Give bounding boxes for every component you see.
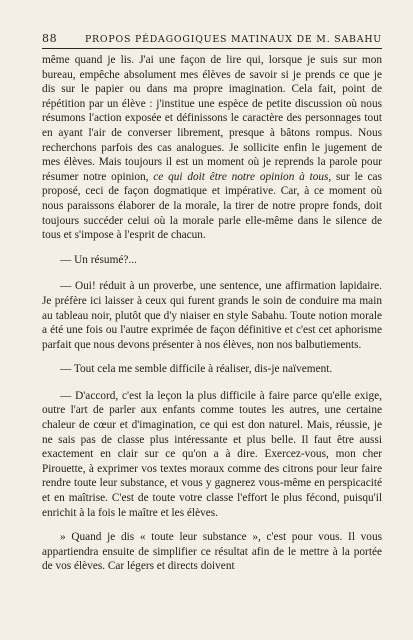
paragraph-6: » Quand je dis « toute leur substance », c'est pour vous. Il vous appartiendra ensuite de simplifier ce résultat afin de le mettre à la portée de vos élèves. Car légers et directs doivent	[42, 531, 382, 573]
paragraph-1-text-b: , sur le cas proposé, ceci de façon dogmatique et impérative. Car, à ce moment où nous paraissons élaborer de la morale, la tirer de notre propre fonds, doit toujours succéder celui où la morale parle elle-même dans le silence de tous et s'impose à l'esprit de chacun.	[42, 170, 382, 242]
page-body	[42, 53, 382, 584]
paragraph-3: — Oui! réduit à un proverbe, une sentence, une affirmation lapidaire. Je préfère ici laisser à ceux qui furent grands le soin de conduire ma main au tableau noir, plutôt que d'y niaiser en style Sabahu. Toute notion morale a été une fois ou l'autre exprimée de façon définitive et c'est cet aphorisme parfait que nous devons présenter à nos élèves, non nos balbutiements.	[42, 280, 382, 351]
header-rule	[42, 48, 382, 49]
page-number: 88	[42, 32, 58, 45]
paragraph-5: — D'accord, c'est la leçon la plus difficile à faire parce qu'elle exige, outre l'art de parler aux enfants comme toutes les autres, une certaine chaleur de cœur et d'imagination, ce qui est don naturel. Mais, réussie, je ne sais pas de classe plus intéressante et plus belle. Il faut être aussi exactement en clair sur ce qu'on a à dire. Exercez-vous, mon cher Pirouette, à exprimer vos textes moraux comme des citrons pour leur faire rendre toute leur substance, et vous y gagnerez vous-même en perspicacité et en maîtrise. C'est de toute votre classe l'effort le plus fécond, puisqu'il enrichit à la fois le maître et les élèves.	[42, 389, 382, 519]
paragraph-1-text-a: même quand je lis. J'ai une façon de lire qui, lorsque je suis sur mon bureau, empêche absolument mes élèves de savoir si je prends ce que je dis sur le papier ou dans ma propre imagination. Cela fait, point de répétition par un élève : j'institue une espèce de petite discussion où nous résumons l'action exposée et définissons le caractère des personnages tout en ayant l'air de converser librement, presque à bâtons rompus. Nous recherchons parfois des cas analogues. Je sollicite enfin le jugement de mes élèves. Mais toujours il est un moment où je reprends la parole pour résumer notre opinion,	[42, 54, 382, 183]
paragraph-1	[42, 53, 382, 243]
paragraph-2: — Un résumé?...	[60, 253, 137, 266]
running-title: PROPOS PÉDAGOGIQUES MATINAUX DE M. SABAHU	[84, 34, 382, 45]
paragraph-1-emphasis: ce qui doit être notre opinion à tous	[153, 170, 329, 183]
page-header	[42, 32, 382, 45]
paragraph-4: — Tout cela me semble difficile à réaliser, dis-je naïvement.	[60, 363, 333, 376]
